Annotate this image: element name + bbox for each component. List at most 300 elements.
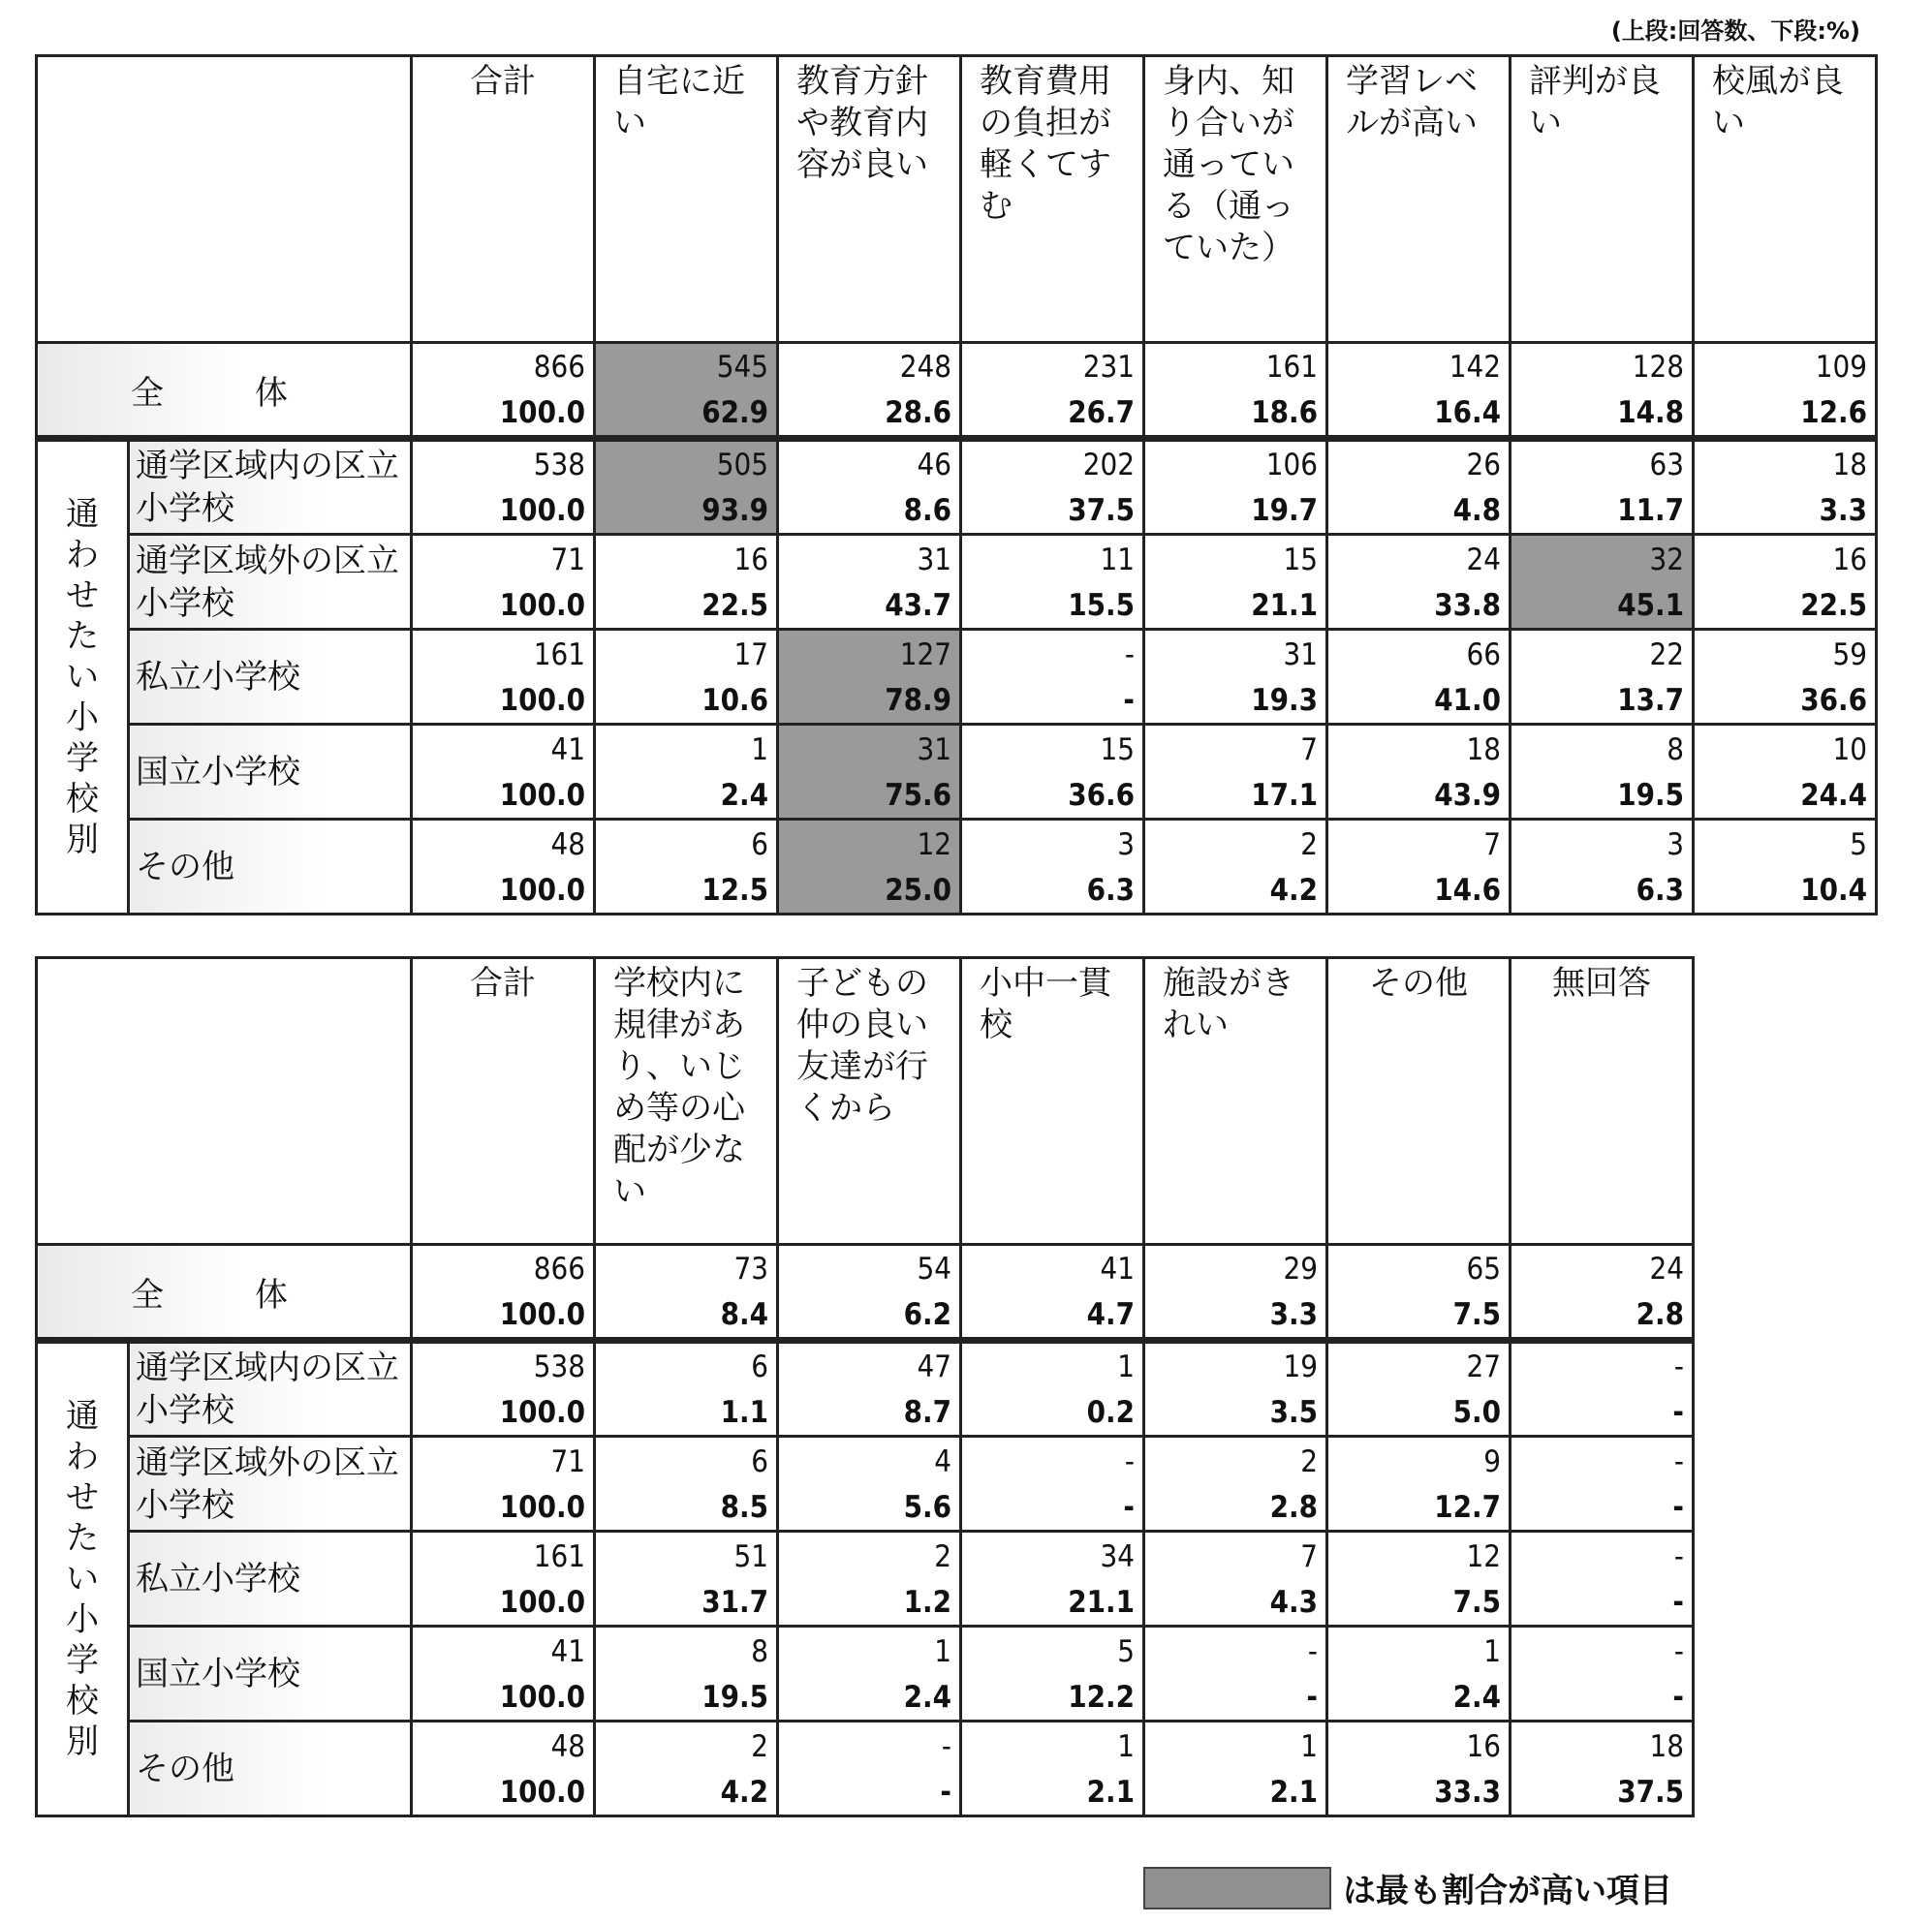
percent-value: 0.2 bbox=[1086, 1395, 1135, 1430]
count-value: 8 bbox=[1667, 731, 1684, 767]
value-cell bbox=[961, 439, 1144, 535]
count-value: 27 bbox=[1466, 1350, 1501, 1384]
count-value: 34 bbox=[1100, 1538, 1135, 1574]
percent-value: - bbox=[1672, 1584, 1684, 1620]
percent-value: 22.5 bbox=[701, 587, 768, 623]
value-cell bbox=[1144, 1627, 1327, 1722]
value-cell bbox=[1327, 1245, 1511, 1341]
count-value: 161 bbox=[533, 636, 585, 672]
percent-value: 100.0 bbox=[499, 493, 585, 528]
count-value: 9 bbox=[1483, 1443, 1501, 1479]
count-value: 48 bbox=[550, 826, 585, 862]
value-cell bbox=[1144, 1245, 1327, 1341]
percent-value: 4.8 bbox=[1452, 493, 1501, 528]
percent-value: 12.2 bbox=[1068, 1679, 1135, 1715]
count-value: 41 bbox=[550, 731, 585, 767]
percent-value: - bbox=[1672, 1395, 1684, 1430]
value-cell bbox=[1327, 630, 1511, 725]
percent-value: 8.4 bbox=[720, 1297, 768, 1332]
value-cell bbox=[1144, 1341, 1327, 1437]
row-label: 私立小学校 bbox=[129, 1532, 412, 1627]
total-row bbox=[37, 343, 1877, 439]
count-value: - bbox=[1673, 1538, 1684, 1574]
percent-value: 19.5 bbox=[1617, 777, 1684, 813]
count-value: 5 bbox=[1850, 826, 1867, 862]
value-cell bbox=[1144, 535, 1327, 630]
row-label: 国立小学校 bbox=[129, 1627, 412, 1722]
value-cell bbox=[1511, 1627, 1694, 1722]
percent-value: 17.1 bbox=[1251, 777, 1318, 813]
column-header-label: 合計 bbox=[470, 62, 536, 101]
column-header bbox=[1144, 56, 1327, 343]
percent-value: 33.8 bbox=[1434, 587, 1501, 623]
percent-value: 10.4 bbox=[1800, 872, 1867, 908]
table-row bbox=[37, 439, 1877, 535]
percent-value: 4.2 bbox=[720, 1774, 768, 1810]
group-label bbox=[37, 1341, 129, 1816]
percent-value: 93.9 bbox=[701, 493, 768, 528]
value-cell bbox=[961, 1627, 1144, 1722]
percent-value: 21.1 bbox=[1251, 587, 1318, 623]
count-value: 3 bbox=[1667, 826, 1684, 862]
count-value: 1 bbox=[934, 1633, 951, 1669]
percent-value: 100.0 bbox=[499, 1679, 585, 1715]
value-cell bbox=[961, 1532, 1144, 1627]
group-label-text: 通わせたい小学校別 bbox=[66, 1397, 99, 1761]
survey-table-1 bbox=[35, 54, 1878, 915]
column-header-label: その他 bbox=[1369, 964, 1468, 1003]
value-cell bbox=[412, 1437, 595, 1532]
value-cell bbox=[1694, 535, 1877, 630]
value-cell bbox=[1144, 725, 1327, 820]
table-row bbox=[37, 535, 1877, 630]
percent-value: 2.4 bbox=[720, 777, 768, 813]
value-cell bbox=[595, 1245, 778, 1341]
value-cell bbox=[595, 1437, 778, 1532]
count-value: 71 bbox=[550, 542, 585, 577]
value-cell bbox=[1327, 1341, 1511, 1437]
legend bbox=[1143, 1864, 1672, 1911]
count-value: 24 bbox=[1466, 542, 1501, 577]
count-value: 18 bbox=[1466, 731, 1501, 767]
percent-value: 2.1 bbox=[1269, 1774, 1318, 1810]
value-cell bbox=[1144, 343, 1327, 439]
percent-value: 1.1 bbox=[720, 1395, 768, 1430]
count-value: 6 bbox=[751, 1350, 768, 1384]
value-cell bbox=[778, 1627, 961, 1722]
value-cell bbox=[595, 1341, 778, 1437]
column-header-label: 評判が良い bbox=[1529, 62, 1661, 142]
group-label bbox=[37, 439, 129, 915]
count-value: 16 bbox=[733, 542, 768, 577]
percent-value: 18.6 bbox=[1251, 395, 1318, 430]
total-label: 全 体 bbox=[37, 343, 412, 439]
percent-value: 19.3 bbox=[1251, 682, 1318, 718]
legend-text: は最も割合が高い項目 bbox=[1343, 1872, 1672, 1910]
count-value: - bbox=[1673, 1443, 1684, 1479]
survey-table-2 bbox=[35, 956, 1695, 1817]
percent-value: 12.7 bbox=[1434, 1489, 1501, 1525]
value-cell bbox=[1327, 1722, 1511, 1816]
value-cell bbox=[778, 343, 961, 439]
value-cell bbox=[1511, 725, 1694, 820]
count-value: 46 bbox=[917, 448, 951, 482]
value-cell bbox=[961, 343, 1144, 439]
column-header-label: 無回答 bbox=[1552, 964, 1651, 1003]
value-cell bbox=[778, 1341, 961, 1437]
value-cell bbox=[1327, 820, 1511, 915]
percent-value: 3.5 bbox=[1269, 1395, 1318, 1430]
table-row bbox=[37, 1627, 1694, 1722]
percent-value: 3.3 bbox=[1269, 1297, 1318, 1332]
count-value: - bbox=[1307, 1633, 1318, 1669]
percent-value: 19.7 bbox=[1251, 493, 1318, 528]
percent-value: 43.7 bbox=[885, 587, 951, 623]
table-row bbox=[37, 820, 1877, 915]
value-cell bbox=[595, 535, 778, 630]
table-row bbox=[37, 725, 1877, 820]
value-cell bbox=[595, 1627, 778, 1722]
table-row bbox=[37, 1437, 1694, 1532]
column-header-label: 学校内に規律があり、いじめ等の心配が少ない bbox=[613, 964, 745, 1211]
value-cell bbox=[412, 1245, 595, 1341]
value-cell bbox=[1327, 535, 1511, 630]
total-row bbox=[37, 1245, 1694, 1341]
value-cell bbox=[1144, 820, 1327, 915]
value-cell bbox=[1327, 343, 1511, 439]
count-value: 6 bbox=[751, 1443, 768, 1479]
count-value: 2 bbox=[751, 1728, 768, 1764]
column-header bbox=[1694, 56, 1877, 343]
row-label: 国立小学校 bbox=[129, 725, 412, 820]
percent-value: 24.4 bbox=[1800, 777, 1867, 813]
value-cell bbox=[1511, 535, 1694, 630]
count-value: 26 bbox=[1466, 448, 1501, 482]
count-value: 24 bbox=[1649, 1252, 1684, 1287]
value-cell bbox=[412, 1532, 595, 1627]
value-cell bbox=[961, 1341, 1144, 1437]
percent-value: 22.5 bbox=[1800, 587, 1867, 623]
count-value: 106 bbox=[1265, 448, 1318, 482]
count-value: 73 bbox=[733, 1252, 768, 1287]
count-value: 51 bbox=[733, 1538, 768, 1574]
count-value: 231 bbox=[1082, 350, 1135, 385]
value-cell bbox=[778, 439, 961, 535]
percent-value: 5.6 bbox=[903, 1489, 951, 1525]
column-header-label: 教育費用の負担が軽くてすむ bbox=[980, 62, 1111, 226]
percent-value: 7.5 bbox=[1452, 1297, 1501, 1332]
value-cell bbox=[778, 535, 961, 630]
value-cell bbox=[412, 439, 595, 535]
column-header-label: 学習レベルが高い bbox=[1346, 62, 1478, 142]
value-cell bbox=[1511, 1722, 1694, 1816]
column-header bbox=[1511, 56, 1694, 343]
value-cell bbox=[961, 630, 1144, 725]
column-header bbox=[1327, 56, 1511, 343]
count-value: 3 bbox=[1117, 826, 1135, 862]
count-value: 2 bbox=[1300, 826, 1318, 862]
percent-value: 4.7 bbox=[1086, 1297, 1135, 1332]
count-value: 538 bbox=[533, 448, 585, 482]
percent-value: 33.3 bbox=[1434, 1774, 1501, 1810]
count-value: 59 bbox=[1832, 636, 1867, 672]
value-cell bbox=[1511, 820, 1694, 915]
value-cell bbox=[961, 820, 1144, 915]
count-value: 7 bbox=[1300, 1538, 1318, 1574]
count-value: 48 bbox=[550, 1728, 585, 1764]
table-row bbox=[37, 630, 1877, 725]
percent-value: 4.3 bbox=[1269, 1584, 1318, 1620]
value-cell bbox=[1694, 630, 1877, 725]
row-label: 通学区域内の区立小学校 bbox=[129, 439, 412, 535]
percent-value: - bbox=[940, 1774, 951, 1810]
count-value: 17 bbox=[733, 636, 768, 672]
value-cell bbox=[778, 630, 961, 725]
count-value: 12 bbox=[1466, 1538, 1501, 1574]
value-cell bbox=[778, 1245, 961, 1341]
column-header-label: 施設がきれい bbox=[1163, 964, 1294, 1044]
count-value: 866 bbox=[533, 1252, 585, 1287]
percent-value: - bbox=[1672, 1679, 1684, 1715]
percent-value: 7.5 bbox=[1452, 1584, 1501, 1620]
value-cell bbox=[412, 1341, 595, 1437]
percent-value: 31.7 bbox=[701, 1584, 768, 1620]
count-value: - bbox=[1673, 1633, 1684, 1669]
group-label-text: 通わせたい小学校別 bbox=[66, 495, 99, 859]
column-header bbox=[961, 56, 1144, 343]
count-value: 19 bbox=[1283, 1350, 1318, 1384]
percent-value: 10.6 bbox=[701, 682, 768, 718]
value-cell bbox=[778, 1437, 961, 1532]
count-value: 1 bbox=[1117, 1350, 1135, 1384]
count-value: 41 bbox=[1100, 1252, 1135, 1287]
column-header-label: 合計 bbox=[470, 964, 536, 1003]
count-value: 202 bbox=[1082, 448, 1135, 482]
unit-note: (上段:回答数、下段:%) bbox=[1610, 17, 1860, 45]
header-corner bbox=[37, 56, 412, 343]
percent-value: 12.6 bbox=[1800, 395, 1867, 430]
value-cell bbox=[412, 343, 595, 439]
percent-value: 62.9 bbox=[701, 395, 768, 430]
value-cell bbox=[595, 630, 778, 725]
value-cell bbox=[1327, 1532, 1511, 1627]
count-value: 866 bbox=[533, 350, 585, 385]
percent-value: 5.0 bbox=[1452, 1395, 1501, 1430]
count-value: 161 bbox=[533, 1538, 585, 1574]
count-value: 127 bbox=[899, 636, 951, 672]
count-value: 31 bbox=[917, 731, 951, 767]
column-header-label: 小中一貫校 bbox=[980, 964, 1111, 1044]
value-cell bbox=[595, 820, 778, 915]
percent-value: 2.4 bbox=[903, 1679, 951, 1715]
row-label: その他 bbox=[129, 820, 412, 915]
column-header bbox=[778, 958, 961, 1245]
percent-value: 14.6 bbox=[1434, 872, 1501, 908]
count-value: 66 bbox=[1466, 636, 1501, 672]
count-value: 7 bbox=[1483, 826, 1501, 862]
percent-value: 100.0 bbox=[499, 1774, 585, 1810]
count-value: 15 bbox=[1283, 542, 1318, 577]
count-value: 4 bbox=[934, 1443, 951, 1479]
percent-value: 13.7 bbox=[1617, 682, 1684, 718]
count-value: 29 bbox=[1283, 1252, 1318, 1287]
value-cell bbox=[1694, 725, 1877, 820]
percent-value: 100.0 bbox=[499, 1584, 585, 1620]
count-value: 47 bbox=[917, 1350, 951, 1384]
percent-value: 1.2 bbox=[903, 1584, 951, 1620]
column-header bbox=[961, 958, 1144, 1245]
count-value: 11 bbox=[1100, 542, 1135, 577]
row-label: 私立小学校 bbox=[129, 630, 412, 725]
column-header bbox=[1511, 958, 1694, 1245]
count-value: 6 bbox=[751, 826, 768, 862]
percent-value: 100.0 bbox=[499, 587, 585, 623]
count-value: 63 bbox=[1649, 448, 1684, 482]
percent-value: 12.5 bbox=[701, 872, 768, 908]
count-value: 161 bbox=[1265, 350, 1318, 385]
percent-value: 15.5 bbox=[1068, 587, 1135, 623]
count-value: 2 bbox=[934, 1538, 951, 1574]
count-value: 65 bbox=[1466, 1252, 1501, 1287]
count-value: 16 bbox=[1832, 542, 1867, 577]
value-cell bbox=[778, 1722, 961, 1816]
count-value: 5 bbox=[1117, 1633, 1135, 1669]
count-value: 8 bbox=[751, 1633, 768, 1669]
value-cell bbox=[595, 725, 778, 820]
percent-value: 41.0 bbox=[1434, 682, 1501, 718]
value-cell bbox=[595, 343, 778, 439]
legend-swatch bbox=[1143, 1867, 1331, 1909]
percent-value: 43.9 bbox=[1434, 777, 1501, 813]
count-value: 12 bbox=[917, 826, 951, 862]
value-cell bbox=[1694, 343, 1877, 439]
column-header bbox=[412, 56, 595, 343]
count-value: - bbox=[941, 1728, 951, 1764]
column-header bbox=[595, 958, 778, 1245]
percent-value: 2.4 bbox=[1452, 1679, 1501, 1715]
percent-value: 36.6 bbox=[1800, 682, 1867, 718]
value-cell bbox=[1327, 1627, 1511, 1722]
count-value: 248 bbox=[899, 350, 951, 385]
column-header bbox=[412, 958, 595, 1245]
value-cell bbox=[961, 1437, 1144, 1532]
count-value: 1 bbox=[1117, 1728, 1135, 1764]
percent-value: 37.5 bbox=[1617, 1774, 1684, 1810]
value-cell bbox=[961, 725, 1144, 820]
percent-value: 100.0 bbox=[499, 682, 585, 718]
value-cell bbox=[1694, 439, 1877, 535]
percent-value: - bbox=[1123, 682, 1135, 718]
count-value: 2 bbox=[1300, 1443, 1318, 1479]
percent-value: 37.5 bbox=[1068, 493, 1135, 528]
value-cell bbox=[1144, 1722, 1327, 1816]
percent-value: 19.5 bbox=[701, 1679, 768, 1715]
value-cell bbox=[961, 1245, 1144, 1341]
count-value: 15 bbox=[1100, 731, 1135, 767]
value-cell bbox=[778, 1532, 961, 1627]
count-value: 71 bbox=[550, 1443, 585, 1479]
value-cell bbox=[1327, 439, 1511, 535]
count-value: 10 bbox=[1832, 731, 1867, 767]
row-label: その他 bbox=[129, 1722, 412, 1816]
value-cell bbox=[1144, 630, 1327, 725]
percent-value: - bbox=[1306, 1679, 1318, 1715]
count-value: 18 bbox=[1649, 1728, 1684, 1764]
value-cell bbox=[1144, 1532, 1327, 1627]
percent-value: 6.2 bbox=[903, 1297, 951, 1332]
percent-value: 6.3 bbox=[1636, 872, 1684, 908]
column-header-label: 自宅に近い bbox=[613, 62, 745, 142]
total-label: 全 体 bbox=[37, 1245, 412, 1341]
value-cell bbox=[778, 725, 961, 820]
percent-value: 75.6 bbox=[885, 777, 951, 813]
percent-value: 14.8 bbox=[1617, 395, 1684, 430]
value-cell bbox=[1144, 1437, 1327, 1532]
count-value: 54 bbox=[917, 1252, 951, 1287]
count-value: 545 bbox=[716, 350, 768, 385]
percent-value: 8.6 bbox=[903, 493, 951, 528]
value-cell bbox=[412, 535, 595, 630]
column-header bbox=[595, 56, 778, 343]
value-cell bbox=[1511, 1532, 1694, 1627]
value-cell bbox=[595, 1532, 778, 1627]
column-header-label: 教育方針や教育内容が良い bbox=[796, 62, 928, 184]
percent-value: 45.1 bbox=[1617, 587, 1684, 623]
value-cell bbox=[961, 1722, 1144, 1816]
value-cell bbox=[595, 439, 778, 535]
value-cell bbox=[1694, 820, 1877, 915]
percent-value: - bbox=[1672, 1489, 1684, 1525]
count-value: 538 bbox=[533, 1350, 585, 1384]
column-header-label: 身内、知り合いが通っている（通っていた） bbox=[1163, 62, 1294, 267]
percent-value: 28.6 bbox=[885, 395, 951, 430]
row-label: 通学区域外の区立小学校 bbox=[129, 1437, 412, 1532]
value-cell bbox=[412, 1722, 595, 1816]
column-header bbox=[1144, 958, 1327, 1245]
percent-value: 100.0 bbox=[499, 777, 585, 813]
count-value: 142 bbox=[1449, 350, 1501, 385]
value-cell bbox=[778, 820, 961, 915]
value-cell bbox=[1327, 725, 1511, 820]
value-cell bbox=[1511, 630, 1694, 725]
table-row bbox=[37, 1341, 1694, 1437]
count-value: 1 bbox=[751, 731, 768, 767]
count-value: 7 bbox=[1300, 731, 1318, 767]
column-header bbox=[778, 56, 961, 343]
percent-value: 78.9 bbox=[885, 682, 951, 718]
percent-value: 100.0 bbox=[499, 1489, 585, 1525]
count-value: 109 bbox=[1815, 350, 1867, 385]
count-value: - bbox=[1124, 636, 1135, 672]
value-cell bbox=[595, 1722, 778, 1816]
count-value: 31 bbox=[917, 542, 951, 577]
percent-value: 36.6 bbox=[1068, 777, 1135, 813]
count-value: 41 bbox=[550, 1633, 585, 1669]
count-value: 505 bbox=[716, 448, 768, 482]
count-value: - bbox=[1673, 1350, 1684, 1384]
value-cell bbox=[1511, 1341, 1694, 1437]
percent-value: 3.3 bbox=[1819, 493, 1867, 528]
column-header-label: 子どもの仲の良い友達が行くから bbox=[796, 964, 928, 1128]
count-value: 1 bbox=[1300, 1728, 1318, 1764]
percent-value: 2.1 bbox=[1086, 1774, 1135, 1810]
percent-value: 8.5 bbox=[720, 1489, 768, 1525]
percent-value: 100.0 bbox=[499, 1395, 585, 1430]
percent-value: - bbox=[1123, 1489, 1135, 1525]
value-cell bbox=[412, 725, 595, 820]
percent-value: 2.8 bbox=[1636, 1297, 1684, 1332]
percent-value: 2.8 bbox=[1269, 1489, 1318, 1525]
